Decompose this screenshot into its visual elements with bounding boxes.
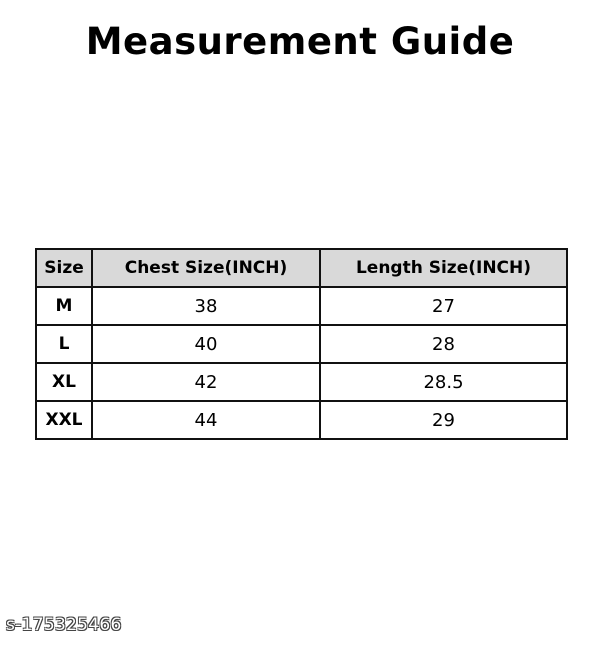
size-cell: M (36, 287, 92, 325)
length-cell: 28 (320, 325, 567, 363)
table-header-row (36, 249, 567, 287)
table-row (36, 363, 567, 401)
table-row (36, 325, 567, 363)
header-chest-size: Chest Size(INCH) (92, 249, 320, 287)
length-cell: 28.5 (320, 363, 567, 401)
watermark-id: s-175325466 (6, 615, 122, 635)
length-cell: 27 (320, 287, 567, 325)
size-chart-table (35, 248, 568, 440)
table-row (36, 287, 567, 325)
page-title: Measurement Guide (85, 20, 515, 63)
chest-cell: 42 (92, 363, 320, 401)
chest-cell: 38 (92, 287, 320, 325)
length-cell: 29 (320, 401, 567, 439)
size-cell: XL (36, 363, 92, 401)
chest-cell: 44 (92, 401, 320, 439)
chest-cell: 40 (92, 325, 320, 363)
size-cell: XXL (36, 401, 92, 439)
size-cell: L (36, 325, 92, 363)
table-row (36, 401, 567, 439)
header-length-size: Length Size(INCH) (320, 249, 567, 287)
header-size: Size (36, 249, 92, 287)
